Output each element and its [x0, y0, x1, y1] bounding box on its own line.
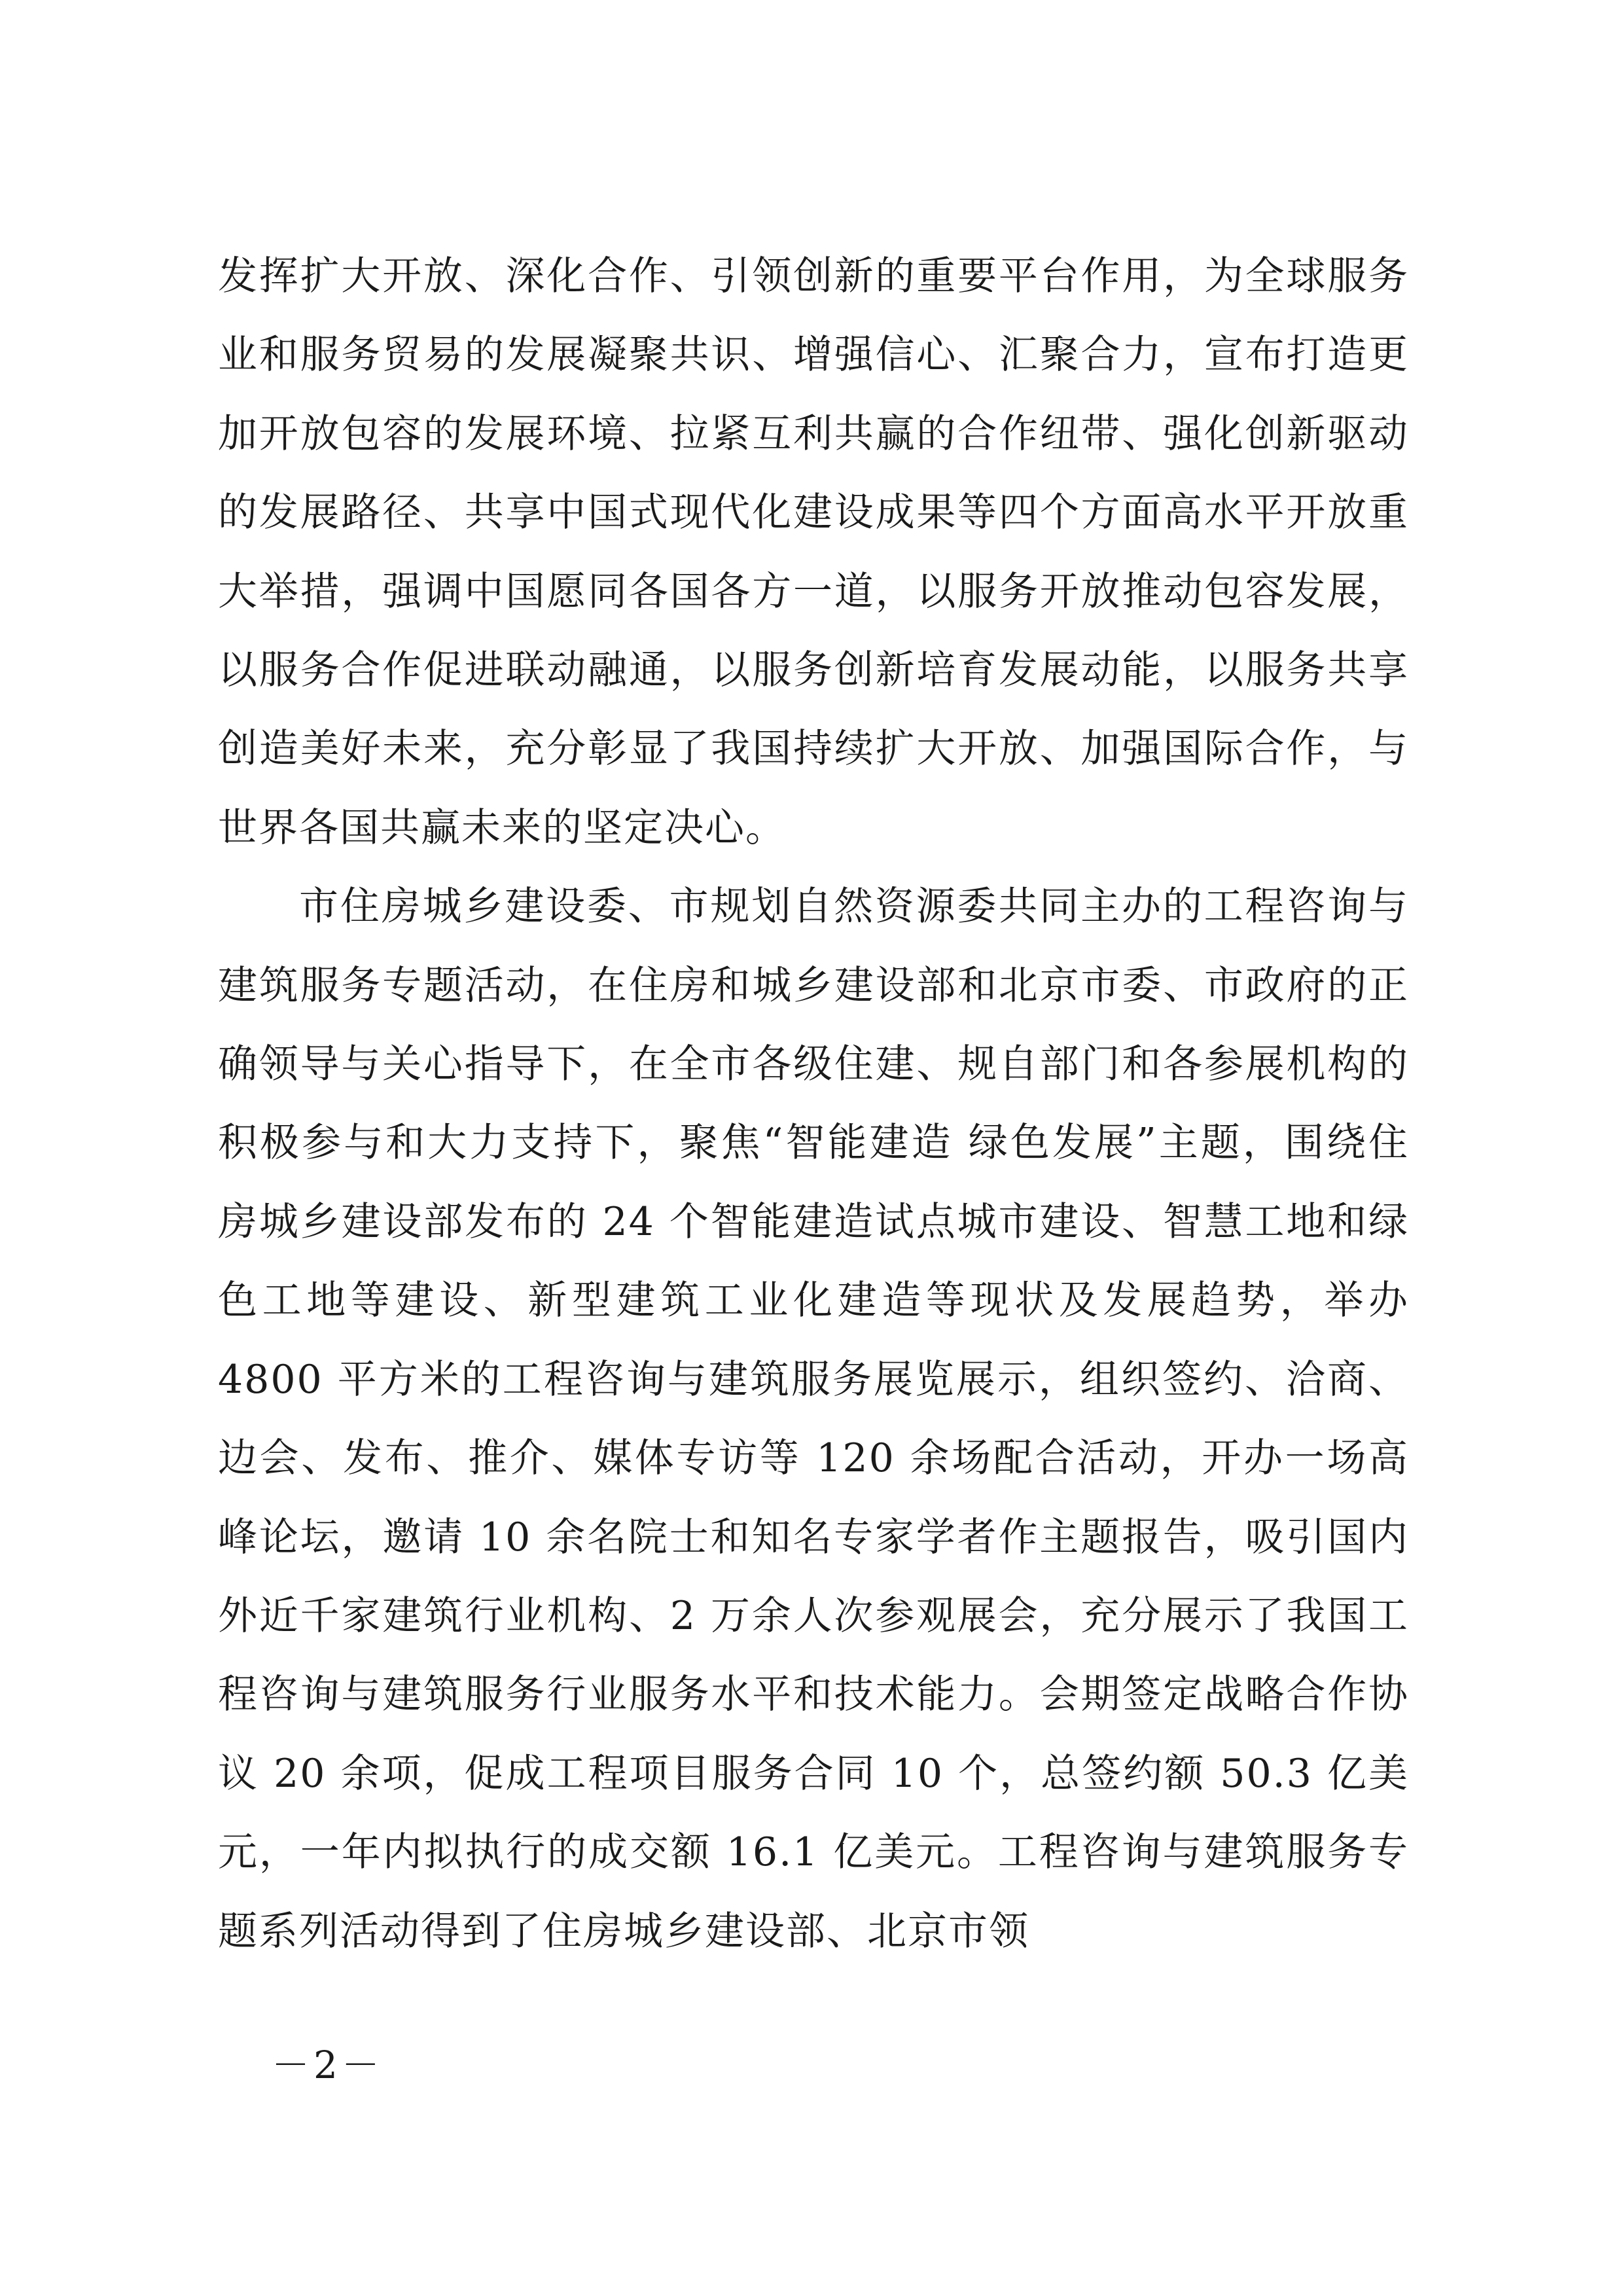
paragraph-2: 市住房城乡建设委、市规划自然资源委共同主办的工程咨询与建筑服务专题活动，在住房和城乡建设部和北京市委、市政府的正确领导与关心指导下，在全市各级住建、规自部门和各参展机构的积极参与和大力支持下，聚焦“智能建造 绿色发展”主题，围绕住房城乡建设部发布的 24 个智能建造试点城市建设、智慧工地和绿色工地等建设、新型建筑工业化建造等现状及发展趋势，举办 4800 平方米的工程咨询与建筑服务展览展示，组织签约、洽商、边会、发布、推介、媒体专访等 120 余场配合活动，开办一场高峰论坛，邀请 10 余名院士和知名专家学者作主题报告，吸引国内外近千家建筑行业机构、2 万余人次参观展会，充分展示了我国工程咨询与建筑服务行业服务水平和技术能力。会期签定战略合作协议 20 余项，促成工程项目服务合同 10 个，总签约额 50.3 亿美元，一年内拟执行的成交额 16.1 亿美元。工程咨询与建筑服务专题系列活动得到了住房城乡建设部、北京市领	[218, 884, 1409, 1954]
body-text	[218, 237, 1409, 1971]
paragraph-1: 发挥扩大开放、深化合作、引领创新的重要平台作用，为全球服务业和服务贸易的发展凝聚共识、增强信心、汇聚合力，宣布打造更加开放包容的发展环境、拉紧互利共赢的合作纽带、强化创新驱动的发展路径、共享中国式现代化建设成果等四个方面高水平开放重大举措，强调中国愿同各国各方一道，以服务开放推动包容发展，以服务合作促进联动融通，以服务创新培育发展动能，以服务共享创造美好未来，充分彰显了我国持续扩大开放、加强国际合作，与世界各国共赢未来的坚定决心。	[218, 253, 1409, 851]
page-number: －2－	[272, 2043, 383, 2087]
